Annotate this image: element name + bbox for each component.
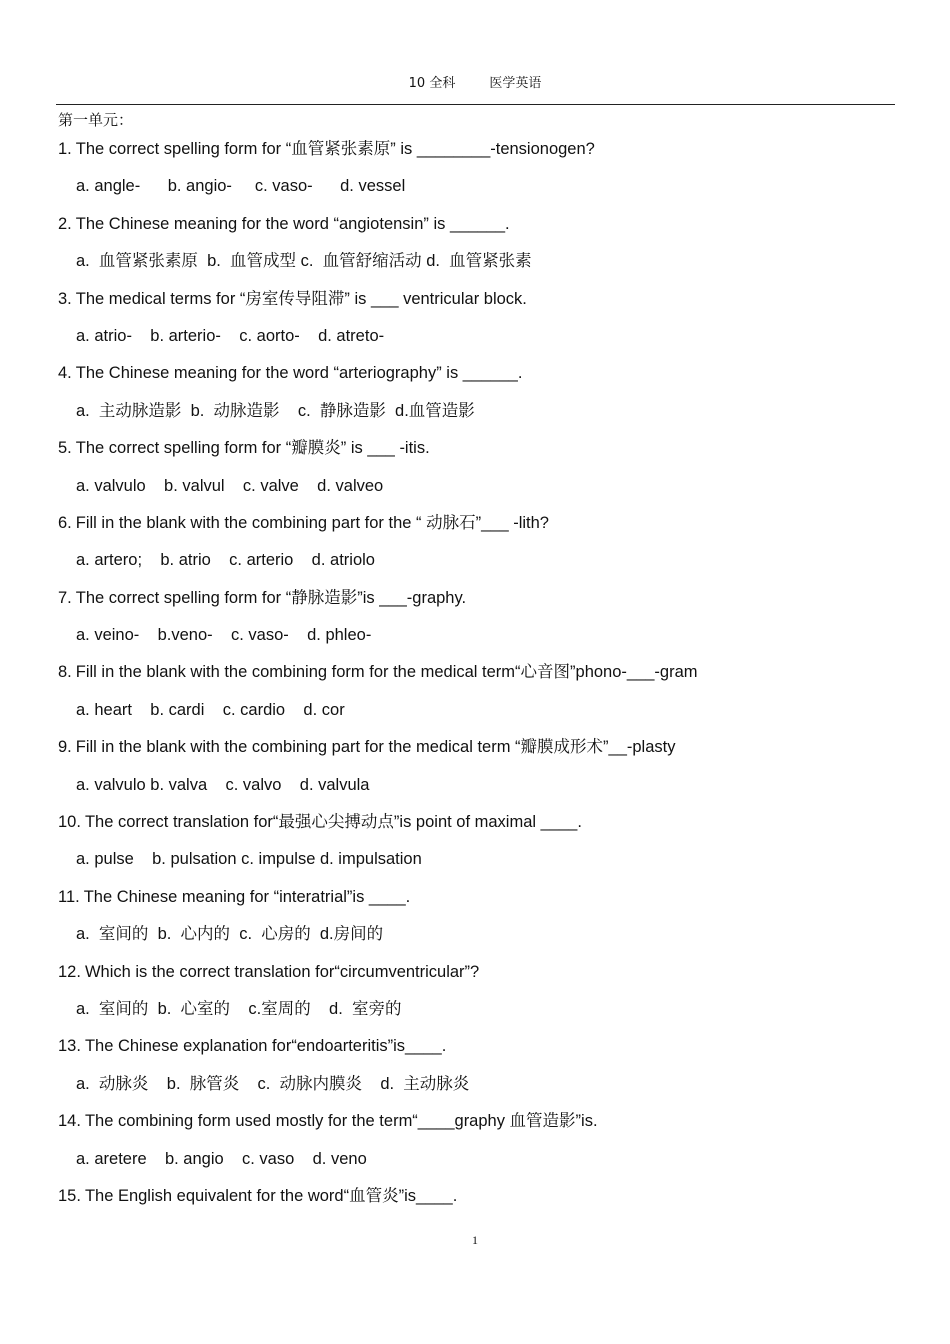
question-text: Fill in the blank with the combining part for the “ 动脉石”___ -lith? bbox=[75, 513, 549, 532]
question-number: 7. bbox=[58, 588, 72, 607]
question-number: 12. bbox=[58, 962, 81, 981]
header-course: 10 全科 bbox=[408, 76, 456, 91]
answer-options-13: a. 动脉炎 b. 脉管炎 c. 动脉内膜炎 d. 主动脉炎 bbox=[76, 1074, 470, 1093]
question-number: 10. bbox=[58, 813, 81, 832]
question-number: 14. bbox=[58, 1112, 81, 1131]
question-text: The Chinese meaning for “interatrial”is ____. bbox=[83, 887, 411, 906]
answer-options-10: a. pulse b. pulsation c. impulse d. impulsation bbox=[76, 850, 422, 869]
question-number: 2. bbox=[58, 214, 72, 233]
answer-options-8: a. heart b. cardi c. cardio d. cor bbox=[76, 700, 345, 719]
question-9 bbox=[58, 732, 918, 769]
header-subject: 医学英语 bbox=[489, 76, 542, 91]
answer-options-3: a. atrio- b. arterio- c. aorto- d. atreto- bbox=[76, 326, 385, 345]
question-number: 4. bbox=[58, 364, 72, 383]
header-rule bbox=[56, 104, 895, 105]
question-14 bbox=[58, 1106, 918, 1143]
question-text: The correct spelling form for “静脉造影”is ___-graphy. bbox=[75, 588, 467, 607]
answer-options-1: a. angle- b. angio- c. vaso- d. vessel bbox=[76, 177, 406, 196]
question-13 bbox=[58, 1031, 918, 1068]
unit-title: 第一单元： bbox=[58, 111, 134, 129]
question-text: The combining form used mostly for the term“____graphy 血管造影”is. bbox=[84, 1112, 598, 1131]
question-list bbox=[58, 134, 918, 1218]
question-text: The Chinese explanation for“endoarteritis”is____. bbox=[84, 1037, 447, 1056]
question-number: 8. bbox=[58, 663, 72, 682]
answer-options-11: a. 室间的 b. 心内的 c. 心房的 d.房间的 bbox=[76, 925, 384, 944]
question-text: Fill in the blank with the combining form for the medical term“心音图”phono-___-gram bbox=[75, 663, 698, 682]
question-3 bbox=[58, 284, 918, 321]
question-12 bbox=[58, 957, 918, 994]
question-15 bbox=[58, 1181, 918, 1218]
question-number: 11. bbox=[58, 887, 80, 906]
answer-options-7: a. veino- b.veno- c. vaso- d. phleo- bbox=[76, 626, 372, 645]
question-text: The Chinese meaning for the word “angiotensin” is ______. bbox=[75, 214, 510, 233]
question-7 bbox=[58, 583, 918, 620]
page-header bbox=[0, 72, 950, 91]
question-number: 3. bbox=[58, 289, 72, 308]
answer-options-12: a. 室间的 b. 心室的 c.室周的 d. 室旁的 bbox=[76, 999, 402, 1018]
answer-options-6: a. artero; b. atrio c. arterio d. atriolo bbox=[76, 551, 375, 570]
answer-options-14: a. aretere b. angio c. vaso d. veno bbox=[76, 1149, 367, 1168]
question-5 bbox=[58, 433, 918, 470]
question-text: Which is the correct translation for“circumventricular”? bbox=[84, 962, 480, 981]
answer-options-2: a. 血管紧张素原 b. 血管成型 c. 血管舒缩活动 d. 血管紧张素 bbox=[76, 252, 532, 271]
page-number: 1 bbox=[472, 1233, 478, 1247]
question-text: The correct spelling form for “血管紧张素原” is ________-tensionogen? bbox=[75, 140, 595, 158]
question-6 bbox=[58, 508, 918, 545]
answer-options-9: a. valvulo b. valva c. valvo d. valvula bbox=[76, 775, 370, 794]
document-body bbox=[58, 110, 918, 1218]
question-text: The correct spelling form for “瓣膜炎” is ___ -itis. bbox=[75, 439, 430, 458]
question-1 bbox=[58, 134, 918, 171]
question-text: The English equivalent for the word“血管炎”is____. bbox=[84, 1186, 458, 1205]
question-10 bbox=[58, 807, 918, 844]
question-number: 1. bbox=[58, 140, 72, 158]
question-number: 6. bbox=[58, 513, 72, 532]
answer-options-5: a. valvulo b. valvul c. valve d. valveo bbox=[76, 476, 384, 495]
answer-options-4: a. 主动脉造影 b. 动脉造影 c. 静脉造影 d.血管造影 bbox=[76, 401, 475, 420]
question-text: The medical terms for “房室传导阻滞” is ___ ventricular block. bbox=[75, 289, 527, 308]
question-11 bbox=[58, 882, 918, 919]
question-4 bbox=[58, 358, 918, 395]
question-text: The Chinese meaning for the word “arteriography” is ______. bbox=[75, 364, 523, 383]
question-text: Fill in the blank with the combining part for the medical term “瓣膜成形术”__-plasty bbox=[75, 738, 676, 757]
question-number: 9. bbox=[58, 738, 72, 757]
question-number: 5. bbox=[58, 439, 72, 458]
question-2 bbox=[58, 209, 918, 246]
question-8 bbox=[58, 657, 918, 694]
question-text: The correct translation for“最强心尖搏动点”is point of maximal ____. bbox=[84, 813, 582, 832]
question-number: 15. bbox=[58, 1186, 81, 1205]
question-number: 13. bbox=[58, 1037, 81, 1056]
